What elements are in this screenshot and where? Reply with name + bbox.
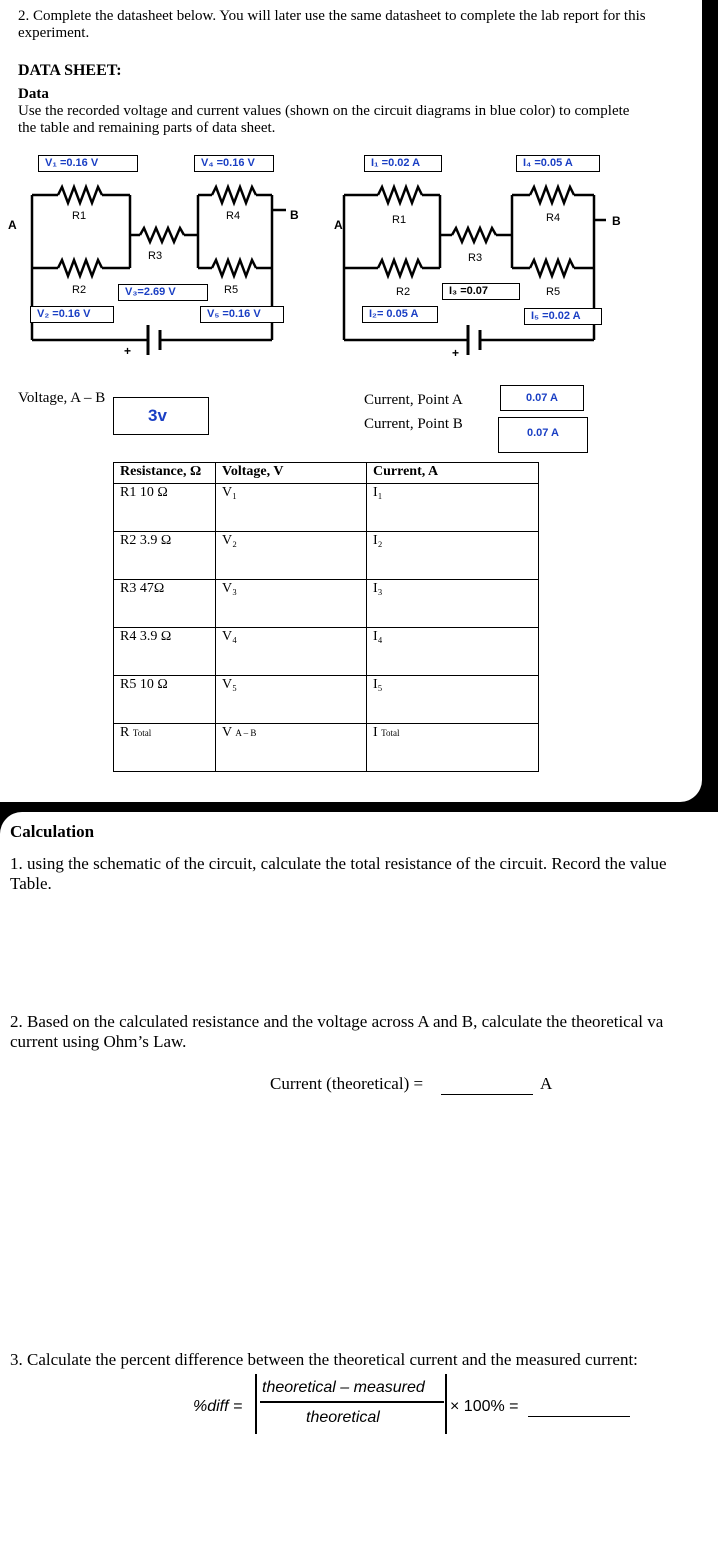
i2-cell[interactable]: I₂ bbox=[367, 532, 539, 580]
voltage-r1-label: R1 bbox=[72, 210, 87, 222]
current-r2-label: R2 bbox=[396, 286, 411, 298]
table-total-row bbox=[114, 724, 539, 772]
r1-cell: R1 10 Ω bbox=[114, 484, 216, 532]
fraction-bar bbox=[260, 1401, 444, 1403]
table-row bbox=[114, 532, 539, 580]
q2-line-2: current using Ohm’s Law. bbox=[10, 1032, 187, 1051]
v5-cell[interactable]: V₅ bbox=[216, 676, 367, 724]
instructions-text: Use the recorded voltage and current values (shown on the circuit diagrams in blue color) to complete the table and remaining parts of data sheet. bbox=[18, 103, 630, 136]
formula-numerator: theoretical – measured bbox=[262, 1379, 425, 1396]
current-r4-label: R4 bbox=[546, 212, 561, 224]
q1-line-1: 1. using the schematic of the circuit, calculate the total resistance of the circuit. Record the value bbox=[10, 854, 667, 873]
current-theoretical-blank[interactable] bbox=[441, 1078, 533, 1095]
datasheet-heading: DATA SHEET: bbox=[18, 62, 122, 79]
i2-value-box: I₂= 0.05 A bbox=[362, 306, 438, 323]
header-current: Current, A bbox=[367, 463, 539, 484]
v2-cell[interactable]: V₂ bbox=[216, 532, 367, 580]
data-heading: Data bbox=[18, 86, 49, 102]
table-row bbox=[114, 628, 539, 676]
r2-cell: R2 3.9 Ω bbox=[114, 532, 216, 580]
i1-value-box: I₁ =0.02 A bbox=[364, 155, 442, 172]
current-point-a-value: 0.07 A bbox=[500, 385, 584, 411]
i-total-cell[interactable] bbox=[367, 724, 539, 772]
i3-cell[interactable]: I₃ bbox=[367, 580, 539, 628]
v4-cell[interactable]: V₄ bbox=[216, 628, 367, 676]
q2-line-1: 2. Based on the calculated resistance and the voltage across A and B, calculate the theoretical va bbox=[10, 1012, 664, 1031]
voltage-r4-label: R4 bbox=[226, 210, 241, 222]
r-total-subscript: Total bbox=[132, 728, 152, 738]
v1-cell[interactable]: V₁ bbox=[216, 484, 367, 532]
question-2-text: 2. Complete the datasheet below. You will later use the same datasheet to complete the lab report for this experiment. bbox=[18, 8, 646, 41]
abs-bar-left bbox=[255, 1374, 257, 1434]
r4-cell: R4 3.9 Ω bbox=[114, 628, 216, 676]
voltage-node-b: B bbox=[290, 208, 299, 222]
i3-value-box: I₃ =0.07 bbox=[442, 283, 520, 300]
current-r1-label: R1 bbox=[392, 214, 407, 226]
i5-value-box: I₅ =0.02 A bbox=[524, 308, 602, 325]
v1-value-box: V₁ =0.16 V bbox=[38, 155, 138, 172]
current-r5-label: R5 bbox=[546, 286, 561, 298]
q1-line-2: Table. bbox=[10, 874, 52, 893]
v5-value-box: V₅ =0.16 V bbox=[200, 306, 284, 323]
data-table bbox=[113, 462, 539, 772]
i5-cell[interactable]: I₅ bbox=[367, 676, 539, 724]
table-row bbox=[114, 580, 539, 628]
v4-value-box: V₄ =0.16 V bbox=[194, 155, 274, 172]
q3-text: 3. Calculate the percent difference between the theoretical current and the measured current: bbox=[10, 1350, 638, 1369]
voltage-ab-label: Voltage, A – B bbox=[18, 390, 106, 406]
current-unit: A bbox=[540, 1074, 553, 1093]
voltage-circuit-diagram bbox=[0, 140, 340, 370]
table-header-row bbox=[114, 463, 539, 484]
r-total-cell[interactable] bbox=[114, 724, 216, 772]
i1-cell[interactable]: I₁ bbox=[367, 484, 539, 532]
formula-lhs: %diff = bbox=[193, 1398, 243, 1415]
voltage-r2-label: R2 bbox=[72, 284, 87, 296]
current-theoretical-label: Current (theoretical) = bbox=[270, 1074, 424, 1093]
v-total-subscript: A – B bbox=[235, 728, 257, 738]
calculation-card bbox=[0, 812, 718, 1561]
header-voltage: Voltage, V bbox=[216, 463, 367, 484]
i4-value-box: I₄ =0.05 A bbox=[516, 155, 600, 172]
v-total-cell[interactable] bbox=[216, 724, 367, 772]
voltage-r5-label: R5 bbox=[224, 284, 239, 296]
current-node-b: B bbox=[612, 214, 621, 228]
r-total-label: R bbox=[120, 725, 130, 740]
r5-cell: R5 10 Ω bbox=[114, 676, 216, 724]
voltage-battery-plus: + bbox=[124, 344, 132, 358]
voltage-ab-value: 3v bbox=[113, 397, 209, 435]
current-point-b-value: 0.07 A bbox=[498, 417, 588, 453]
v3-cell[interactable]: V₃ bbox=[216, 580, 367, 628]
v-total-label: V bbox=[222, 725, 232, 740]
abs-bar-right bbox=[445, 1374, 447, 1434]
calculation-heading: Calculation bbox=[10, 822, 95, 841]
current-node-a: A bbox=[334, 218, 343, 232]
current-point-b-label: Current, Point B bbox=[364, 416, 463, 432]
voltage-r3-label: R3 bbox=[148, 250, 163, 262]
i-total-label: I bbox=[373, 725, 378, 740]
v2-value-box: V₂ =0.16 V bbox=[30, 306, 114, 323]
formula-denominator: theoretical bbox=[306, 1409, 380, 1426]
current-battery-plus: + bbox=[452, 346, 460, 360]
i-total-subscript: Total bbox=[381, 728, 400, 738]
current-point-a-label: Current, Point A bbox=[364, 392, 463, 408]
current-r3-label: R3 bbox=[468, 252, 483, 264]
header-resistance: Resistance, Ω bbox=[114, 463, 216, 484]
percent-diff-blank[interactable] bbox=[528, 1402, 630, 1417]
v3-value-box: V₃=2.69 V bbox=[118, 284, 208, 301]
i4-cell[interactable]: I₄ bbox=[367, 628, 539, 676]
r3-cell: R3 47Ω bbox=[114, 580, 216, 628]
voltage-node-a: A bbox=[8, 218, 17, 232]
table-row bbox=[114, 676, 539, 724]
formula-rhs: × 100% = bbox=[450, 1398, 519, 1415]
table-row bbox=[114, 484, 539, 532]
